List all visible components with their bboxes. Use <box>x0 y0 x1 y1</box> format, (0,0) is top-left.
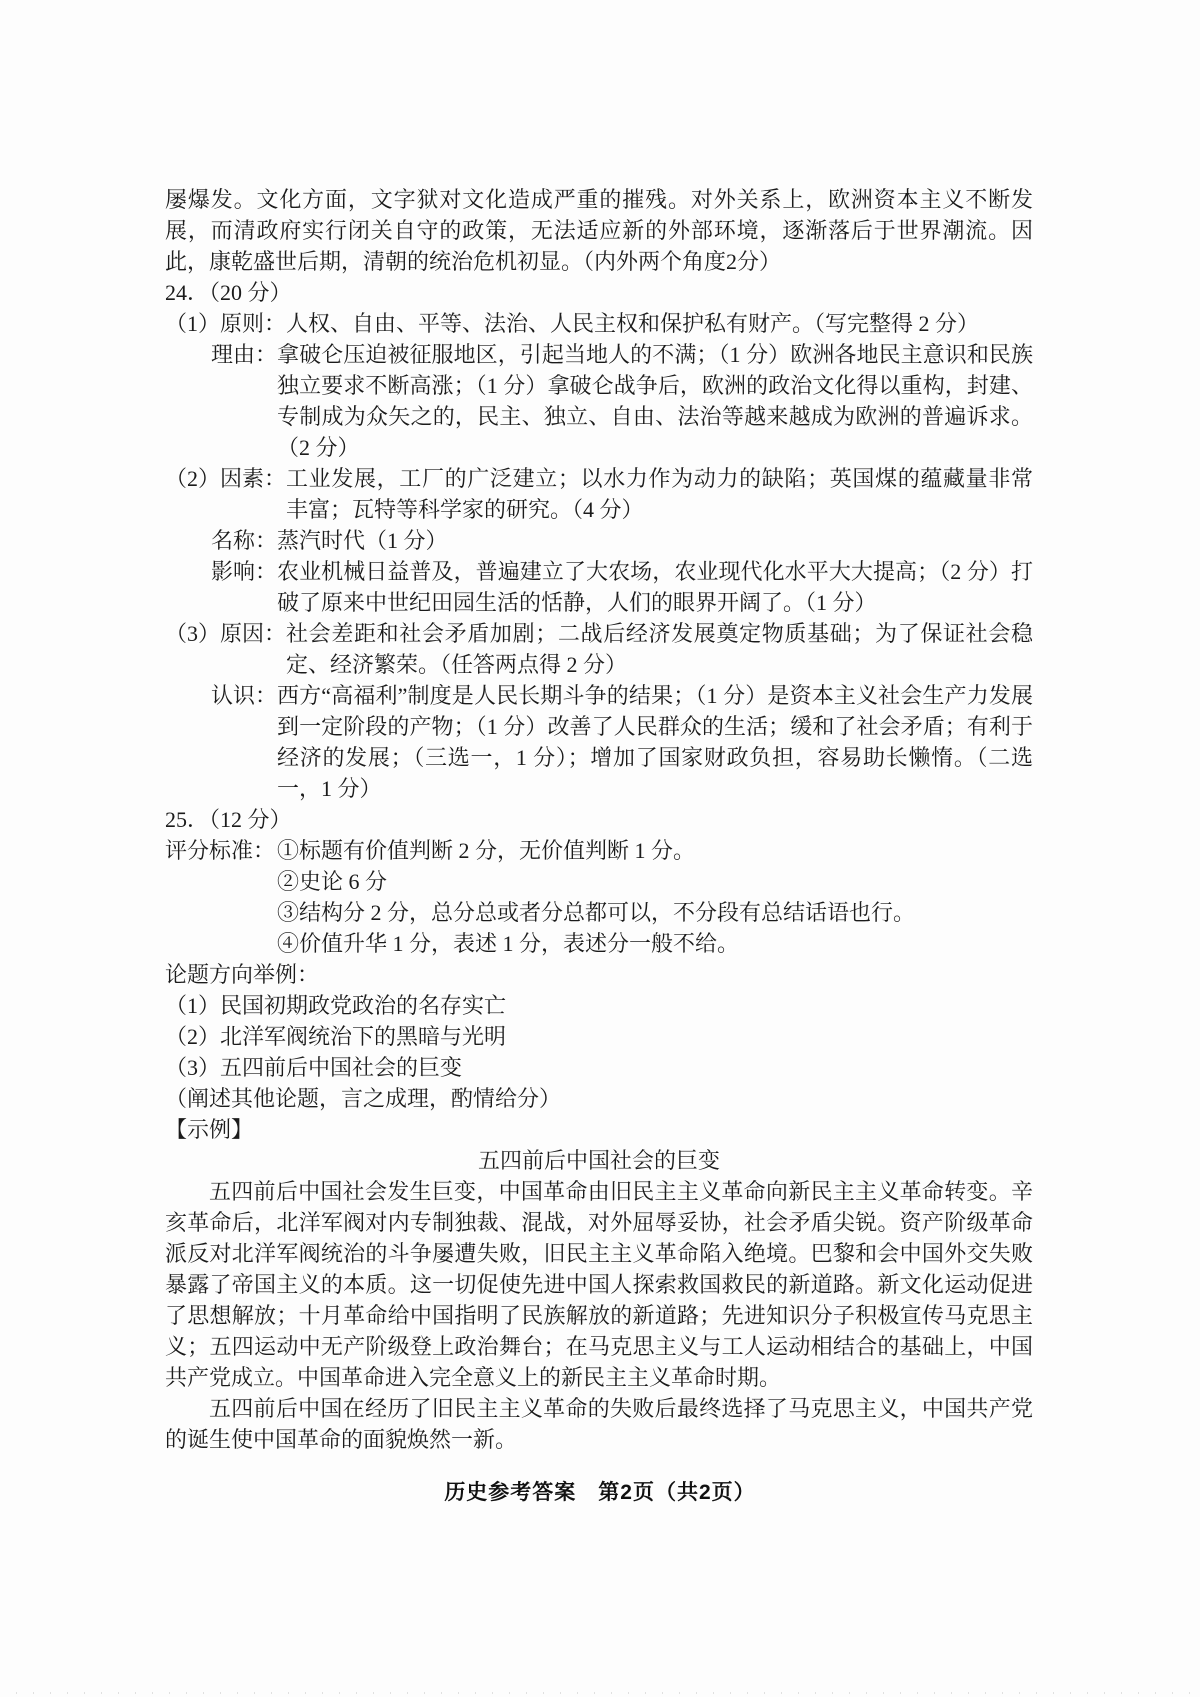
q25-scoring-criteria <box>165 835 1033 959</box>
criteria-items <box>277 835 1033 959</box>
q24-number: 24．（20 分） <box>165 280 292 305</box>
q25-number: 25．（12 分） <box>165 807 292 832</box>
page-footer: 历史参考答案 第2页（共2页） <box>444 1481 756 1504</box>
criteria-item: ④价值升华 1 分，表述 1 分，表述分一般不给。 <box>277 931 740 956</box>
part-text: 农业机械日益普及，普遍建立了大农场，农业现代化水平大大提高；（2 分）打破了原来中世纪田园生活的恬静，人们的眼界开阔了。（1 分） <box>277 559 1033 615</box>
topic-item: （2）北洋军阀统治下的黑暗与光明 <box>165 1024 507 1049</box>
example-essay-paragraph: 五四前后中国社会发生巨变，中国革命由旧民主主义革命向新民主主义革命转变。辛亥革命后，北洋军阀对内专制独裁、混战，对外屈辱妥协，社会矛盾尖锐。资产阶级革命派反对北洋军阀统治的斗争屡遭失败，旧民主主义革命陷入绝境。巴黎和会中国外交失败暴露了帝国主义的本质。这一切促使先进中国人探索救国救民的新道路。新文化运动促进了思想解放；十月革命给中国指明了民族解放的新道路；先进知识分子积极宣传马克思主义；五四运动中无产阶级登上政治舞台；在马克思主义与工人运动相结合的基础上，中国共产党成立。中国革命进入完全意义上的新民主主义革命时期。 <box>165 1179 1033 1390</box>
q24-part-2-impact <box>165 556 1033 618</box>
part-text: 西方“高福利”制度是人民长期斗争的结果；（1 分）是资本主义社会生产力发展到一定阶段的产物；（1 分）改善了人民群众的生活；缓和了社会矛盾；有利于经济的发展；（三选一，1 分）；增加了国家财政负担，容易助长懒惰。（二选一，1 分） <box>277 683 1033 801</box>
part-text: 社会差距和社会矛盾加剧；二战后经济发展奠定物质基础；为了保证社会稳定、经济繁荣。（任答两点得 2 分） <box>286 621 1033 677</box>
part-label: 原因： <box>220 621 287 646</box>
q24-part-1-reason <box>165 339 1033 463</box>
q24-part-2-name <box>165 525 1033 556</box>
scan-artifact-line <box>0 1692 1200 1694</box>
topics-note: （阐述其他论题，言之成理，酌情给分） <box>165 1086 562 1111</box>
part-marker <box>165 556 211 618</box>
criteria-item: ②史论 6 分 <box>277 869 388 894</box>
example-essay-paragraph: 五四前后中国在经历了旧民主主义革命的失败后最终选择了马克思主义，中国共产党的诞生使中国革命的面貌焕然一新。 <box>165 1396 1033 1452</box>
part-label: 名称： <box>211 528 278 553</box>
part-text: 工业发展，工厂的广泛建立；以水力作为动力的缺陷；英国煤的蕴藏量非常丰富；瓦特等科学家的研究。（4 分） <box>286 466 1033 522</box>
part-label: 影响： <box>211 559 278 584</box>
topic-item: （1）民国初期政党政治的名存实亡 <box>165 993 507 1018</box>
part-marker <box>165 525 211 556</box>
q23-continuation-paragraph: 屡爆发。文化方面，文字狱对文化造成严重的摧残。对外关系上，欧洲资本主义不断发展，而清政府实行闭关自守的政策，无法适应新的外部环境，逐渐落后于世界潮流。因此，康乾盛世后期，清朝的统治危机初显。（内外两个角度2分） <box>165 187 1033 274</box>
part-text: 拿破仑压迫被征服地区，引起当地人的不满；（1 分）欧洲各地民主意识和民族独立要求不断高涨；（1 分）拿破仑战争后，欧洲的政治文化得以重构，封建、专制成为众矢之的，民主、独立、自由、法治等越来越成为欧洲的普遍诉求。（2 分） <box>277 342 1033 460</box>
part-label: 因素： <box>220 466 287 491</box>
criteria-label: 评分标准： <box>165 838 276 863</box>
part-marker <box>165 680 211 804</box>
q24-part-3-understanding <box>165 680 1033 804</box>
q24-part-2-factors <box>165 463 1033 525</box>
topics-heading: 论题方向举例： <box>165 962 320 987</box>
q24-part-3-cause <box>165 618 1033 680</box>
part-marker: （1） <box>165 311 221 336</box>
q24-part-1-principle <box>165 308 1033 339</box>
part-marker: （3） <box>165 621 221 646</box>
document-body <box>165 184 1033 1455</box>
part-label: 原则： <box>220 311 287 336</box>
part-label: 理由： <box>211 342 278 367</box>
part-label: 认识： <box>211 683 278 708</box>
criteria-item: ③结构分 2 分，总分总或者分总都可以，不分段有总结话语也行。 <box>277 900 916 925</box>
part-marker: （2） <box>165 466 221 491</box>
example-label: 【示例】 <box>165 1117 254 1142</box>
criteria-item: ①标题有价值判断 2 分，无价值判断 1 分。 <box>277 838 696 863</box>
example-essay-title: 五四前后中国社会的巨变 <box>477 1148 720 1173</box>
topic-item: （3）五四前后中国社会的巨变 <box>165 1055 463 1080</box>
part-text: 蒸汽时代（1 分） <box>277 528 448 553</box>
part-marker <box>165 339 211 463</box>
part-text: 人权、自由、平等、法治、人民主权和保护私有财产。（写完整得 2 分） <box>286 311 980 336</box>
